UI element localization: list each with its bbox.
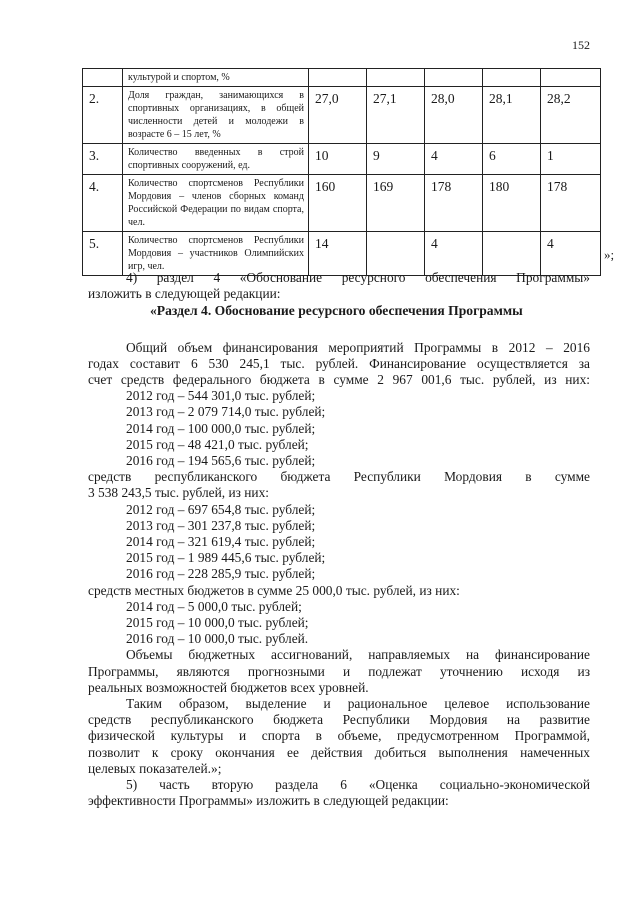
indicator-description: Доля граждан, занимающихся в спортивных организациях, в общей численности детей и молодежи в возрасте 6 – 15 лет, % — [123, 87, 309, 144]
indicator-description: Количество введенных в строй спортивных сооружений, ед. — [123, 144, 309, 175]
value-cell: 28,0 — [425, 87, 483, 144]
value-cell: 178 — [541, 175, 601, 232]
value-cell — [367, 232, 425, 276]
indicator-description: Количество спортсменов Республики Мордовия – участников Олимпийских игр, чел. — [123, 232, 309, 276]
document-body — [88, 270, 590, 810]
local-year-line: 2015 год – 10 000,0 тыс. рублей; — [126, 615, 309, 631]
value-cell — [309, 69, 367, 87]
republic-year-line: 2016 год – 228 285,9 тыс. рублей; — [126, 566, 316, 582]
value-cell — [425, 69, 483, 87]
item4-line: изложить в следующей редакции: — [88, 286, 281, 302]
value-cell: 9 — [367, 144, 425, 175]
value-cell: 169 — [367, 175, 425, 232]
table-row — [83, 87, 601, 144]
paragraph-line: реальных возможностей бюджетов всех уровней. — [88, 679, 369, 695]
indicator-description: Количество спортсменов Республики Мордовия – членов сборных команд Российской Федерации по видам спорта, чел. — [123, 175, 309, 232]
paragraph-line: средств республиканского бюджета Республики Мордовия на развитие — [88, 712, 590, 728]
row-number — [83, 69, 123, 87]
value-cell: 1 — [541, 144, 601, 175]
paragraph-line: средств республиканского бюджета Республики Мордовия в сумме — [88, 469, 590, 485]
row-number: 3. — [83, 144, 123, 175]
paragraph-line: годах составит 6 530 245,1 тыс. рублей. Финансирование осуществляется за — [88, 355, 590, 371]
federal-year-line: 2015 год – 48 421,0 тыс. рублей; — [126, 436, 309, 452]
paragraph-line: позволит к сроку окончания ее действия добиться выполнения намеченных — [88, 744, 590, 760]
table-row — [83, 69, 601, 87]
value-cell: 27,0 — [309, 87, 367, 144]
paragraph-line: Программы, являются прогнозными и подлежат уточнению исходя из — [88, 663, 590, 679]
value-cell: 4 — [425, 232, 483, 276]
paragraph-line: средств местных бюджетов в сумме 25 000,0 тыс. рублей, из них: — [88, 582, 460, 598]
value-cell: 180 — [483, 175, 541, 232]
federal-year-line: 2016 год – 194 565,6 тыс. рублей; — [126, 453, 316, 469]
paragraph-line: 3 538 243,5 тыс. рублей, из них: — [88, 485, 269, 501]
value-cell: 6 — [483, 144, 541, 175]
table-row — [83, 175, 601, 232]
local-year-line: 2014 год – 5 000,0 тыс. рублей; — [126, 598, 302, 614]
republic-year-line: 2013 год – 301 237,8 тыс. рублей; — [126, 517, 316, 533]
row-number: 2. — [83, 87, 123, 144]
value-cell: 160 — [309, 175, 367, 232]
republic-year-line: 2012 год – 697 654,8 тыс. рублей; — [126, 501, 316, 517]
paragraph-line: физической культуры и спорта в объеме, предусмотренном Программой, — [88, 728, 590, 744]
item4-line: 4) раздел 4 «Обоснование ресурсного обеспечения Программы» — [126, 270, 590, 285]
value-cell: 28,2 — [541, 87, 601, 144]
paragraph-line: Общий объем финансирования мероприятий Программы в 2012 – 2016 — [126, 339, 590, 355]
item5-line: 5) часть вторую раздела 6 «Оценка социально-экономической — [126, 777, 590, 793]
table-row — [83, 232, 601, 276]
item5-line: эффективности Программы» изложить в следующей редакции: — [88, 793, 449, 809]
table-row — [83, 144, 601, 175]
republic-year-line: 2015 год – 1 989 445,6 тыс. рублей; — [126, 550, 326, 566]
page-number: 152 — [572, 38, 590, 52]
value-cell — [483, 69, 541, 87]
value-cell: 27,1 — [367, 87, 425, 144]
row-number: 5. — [83, 232, 123, 276]
federal-year-line: 2014 год – 100 000,0 тыс. рублей; — [126, 420, 316, 436]
value-cell — [483, 232, 541, 276]
local-year-line: 2016 год – 10 000,0 тыс. рублей. — [126, 631, 309, 647]
value-cell — [367, 69, 425, 87]
paragraph-line: целевых показателей.»; — [88, 760, 222, 776]
table-closing-quote: »; — [604, 247, 615, 262]
indicator-description: культурой и спортом, % — [123, 69, 309, 87]
value-cell: 10 — [309, 144, 367, 175]
value-cell — [541, 69, 601, 87]
republic-year-line: 2014 год – 321 619,4 тыс. рублей; — [126, 534, 316, 550]
value-cell: 4 — [425, 144, 483, 175]
row-number: 4. — [83, 175, 123, 232]
federal-year-line: 2012 год – 544 301,0 тыс. рублей; — [126, 388, 316, 404]
section-heading: «Раздел 4. Обоснование ресурсного обеспечения Программы — [150, 303, 523, 319]
value-cell: 4 — [541, 232, 601, 276]
paragraph-line: Таким образом, выделение и рациональное целевое использование — [126, 696, 590, 712]
value-cell: 14 — [309, 232, 367, 276]
federal-year-line: 2013 год – 2 079 714,0 тыс. рублей; — [126, 404, 326, 420]
value-cell: 28,1 — [483, 87, 541, 144]
paragraph-line: счет средств федерального бюджета в сумме 2 967 001,6 тыс. рублей, из них: — [88, 372, 590, 388]
indicators-table — [82, 68, 601, 276]
paragraph-line: Объемы бюджетных ассигнований, направляемых на финансирование — [126, 647, 590, 663]
value-cell: 178 — [425, 175, 483, 232]
